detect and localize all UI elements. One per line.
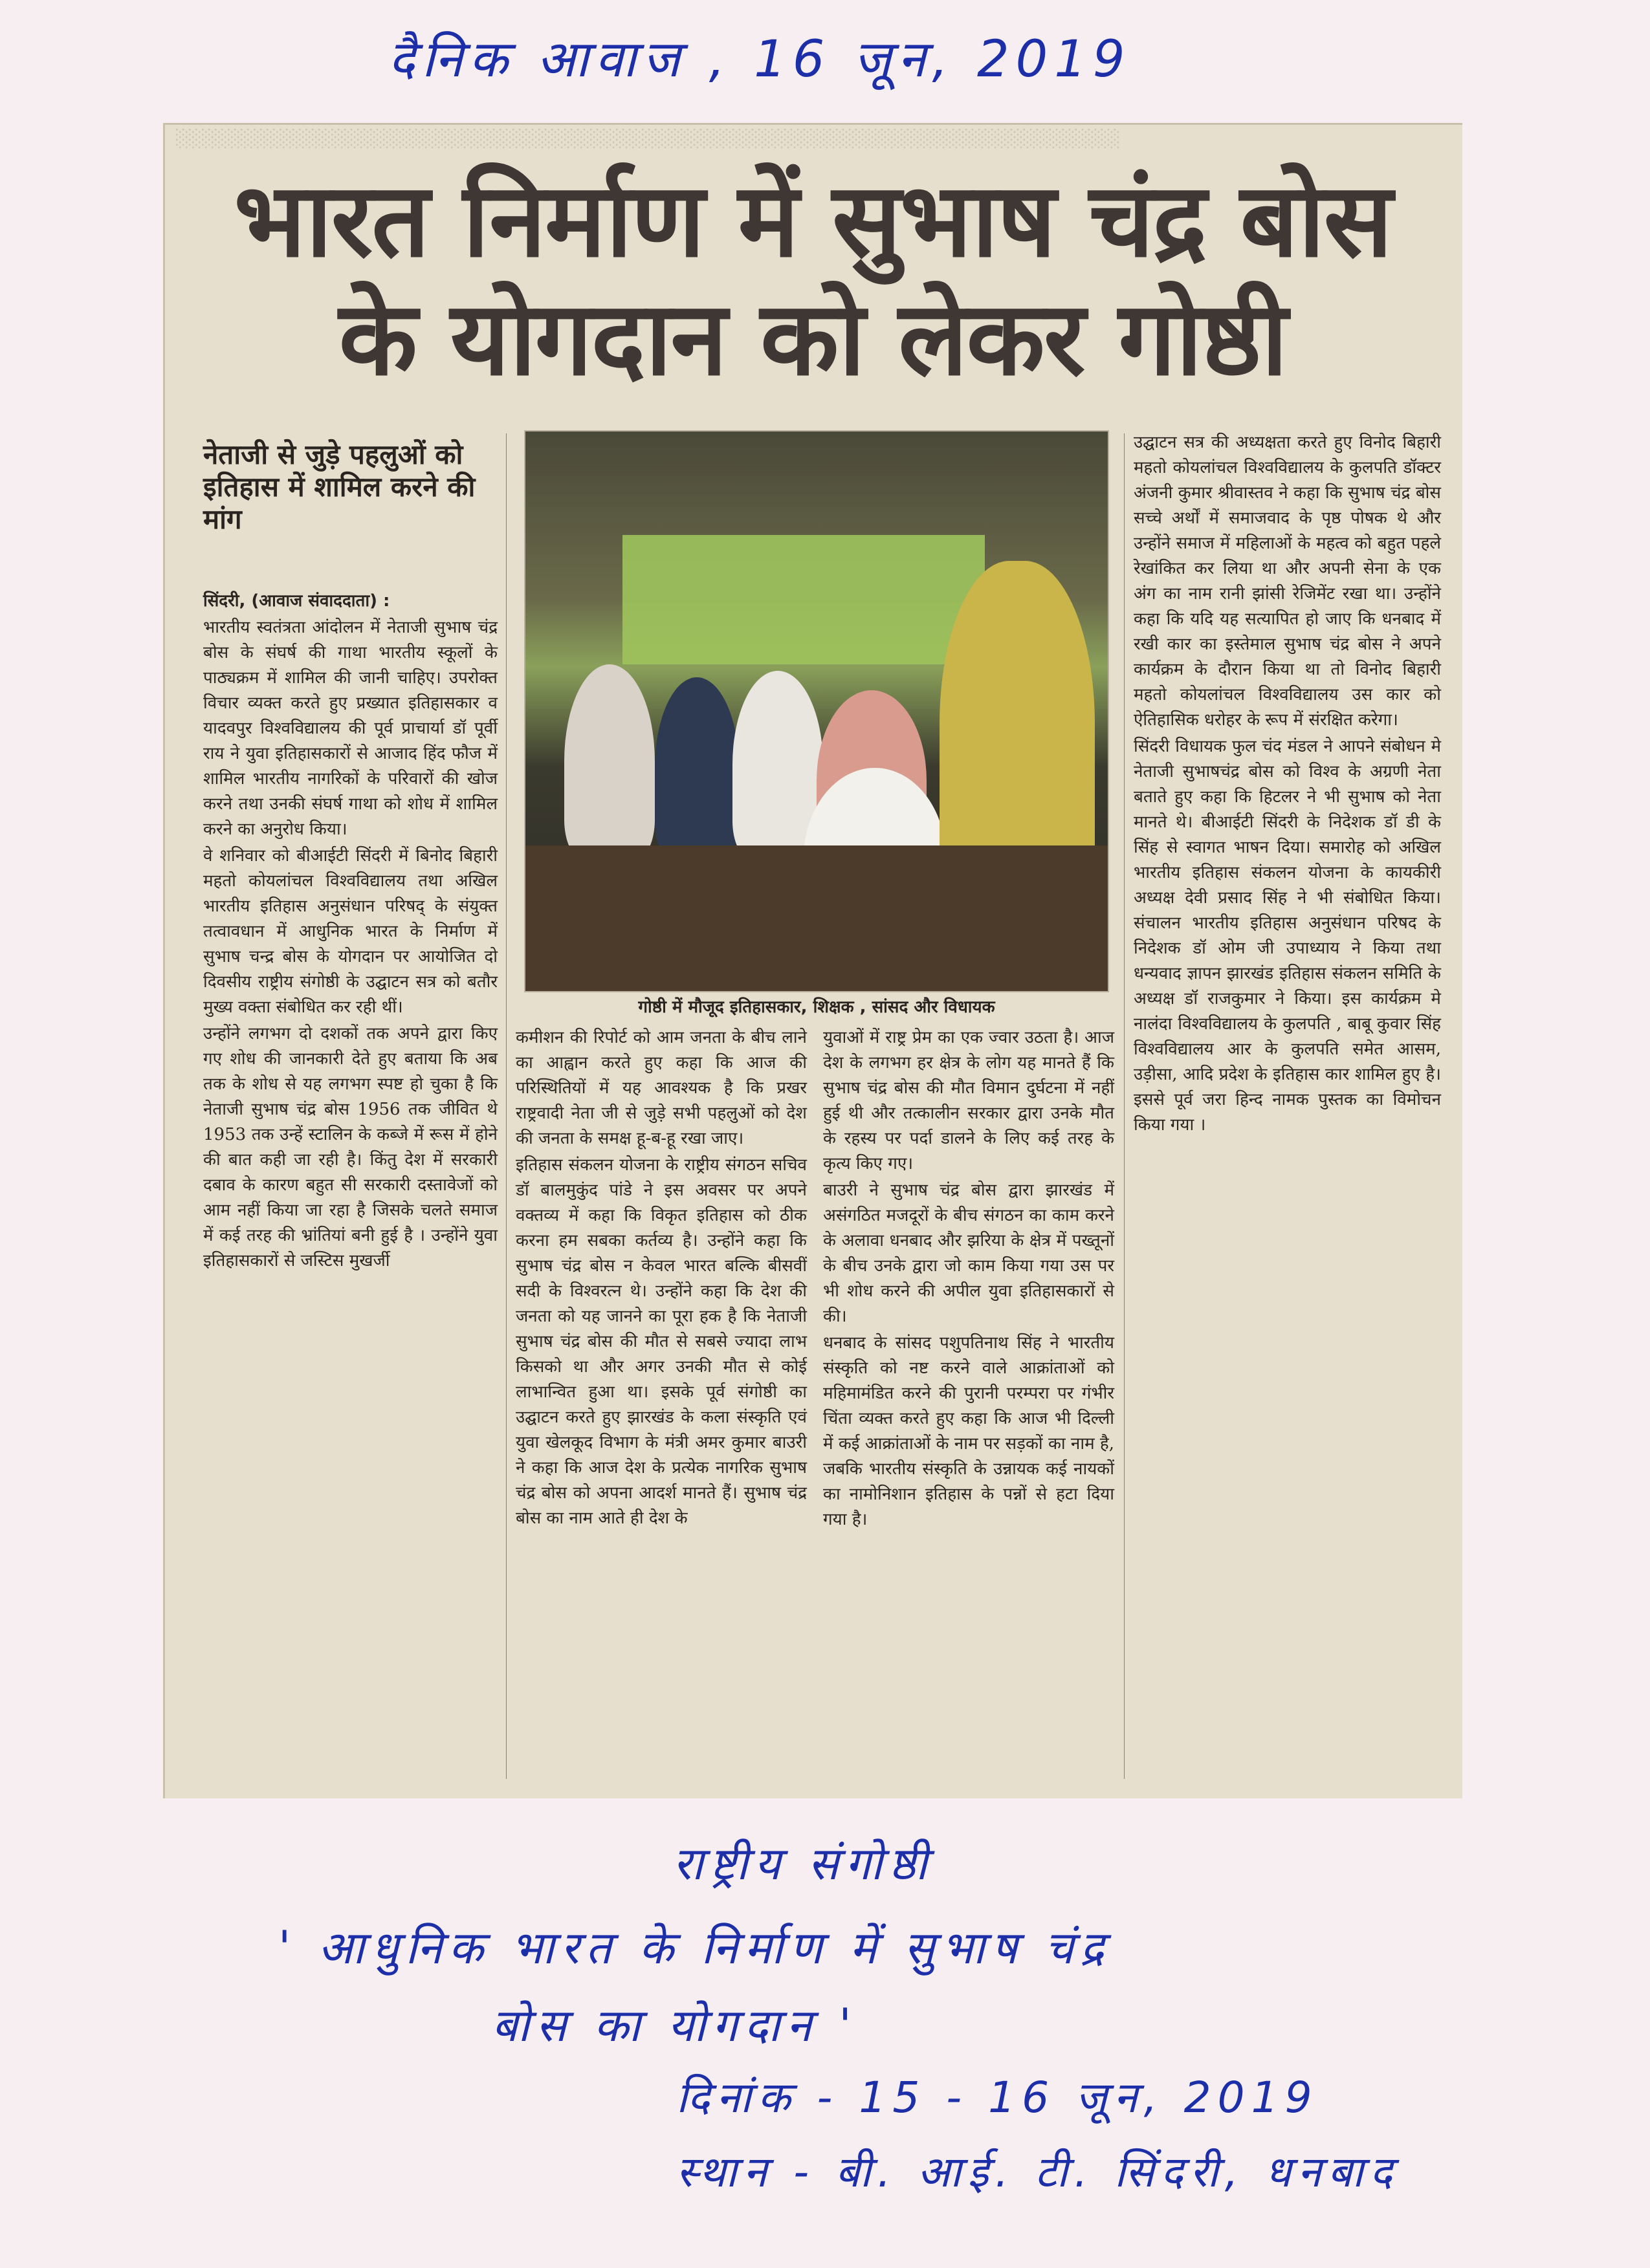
handwritten-topic-line-2: बोस का योगदान ' [492,1999,858,2052]
col4-paragraph-2: सिंदरी विधायक फुल चंद मंडल ने आपने संबोधन मे नेताजी सुभाषचंद्र बोस को विश्व के अग्रणी नेता बताते हुए कहा कि हिटलर ने भी सुभाष को नेता मानते थे। बीआईटी सिंदरी के निदेशक डॉ डी के सिंह से स्वागत भाषन दिया। समारोह को अखिल भारतीय इतिहास संकलन योजना के कायकीरी अध्यक्ष देवी प्रसाद सिंह ने भी संबोधित किया। संचालन भारतीय इतिहास अनुसंधान परिषद के निदेशक डॉ ओम जी उपाध्याय ने किया तथा धन्यवाद ज्ञापन झारखंड इतिहास संकलन समिति के अध्यक्ष डॉ राजकुमार ने किया। इस कार्यक्रम मे नालंदा विश्वविद्यालय के कुलपति , बाबू कुवार सिंह विश्वविद्यालय आर के कुलपति समेत आसम, उड़ीसा, आदि प्रदेश के इतिहास कार शामिल हुए है। इससे पूर्व जरा हिन्द नामक पुस्तक का विमोचन किया गया । [1134,737,1441,1135]
event-photo [524,430,1109,992]
col2-paragraph-2: इतिहास संकलन योजना के राष्ट्रीय संगठन सचिव डॉ बालमुकुंद पांडे ने इस अवसर पर अपने वक्तव्य में कहा कि विकृत इतिहास को ठीक करना हम सबका कर्तव्य है। उन्होंने कहा कि सुभाष चंद्र बोस न केवल भारत बल्कि बीसवीं सदी के विश्वरत्न थे। उन्होंने कहा कि देश की जनता को यह जानने का पूरा हक है कि नेताजी सुभाष चंद्र बोस की मौत से सबसे ज्यादा लाभ किसको था और अगर उनकी मौत से कोई लाभान्वित हुआ था। इसके पूर्व संगोष्ठी का उद्घाटन करते हुए झारखंड के कला संस्कृति एवं युवा खेलकूद विभाग के मंत्री अमर कुमार बाउरी ने कहा कि आज देश के प्रत्येक नागरिक सुभाष चंद्र बोस को अपना आदर्श मानते हैं। सुभाष चंद्र बोस का नाम आते ही देश के [516,1155,807,1528]
handwritten-source-date: दैनिक आवाज , 16 जून, 2019 [388,30,1132,89]
photo-projection-screen [622,535,985,664]
headline-line-1: भारत निर्माण में सुभाष चंद्र बोस [234,161,1392,280]
article-column-4 [1134,430,1441,1138]
col4-paragraph-1: उद्घाटन सत्र की अध्यक्षता करते हुए विनोद बिहारी महतो कोयलांचल विश्वविद्यालय के कुलपति डॉक्टर अंजनी कुमार श्रीवास्तव ने कहा कि सुभाष चंद्र बोस सच्चे अर्थों में समाजवाद के पृष्ठ पोषक थे और उन्होंने समाज में महिलाओं के महत्व को बहुत पहले रेखांकित कर लिया था और अपनी सेना के एक अंग का नाम रानी झांसी रेजिमेंट रखा था। उन्होंने कहा कि यदि यह सत्यापित हो जाए कि धनबाद में रखी कार का इस्तेमाल सुभाष चंद्र बोस ने अपने कार्यक्रम के दौरान किया था तो विनोद बिहारी महतो कोयलांचल विश्वविद्यालय उस कार को ऐतिहासिक धरोहर के रूप में संरक्षित करेगा। [1134,433,1441,730]
col2-paragraph-1: कमीशन की रिपोर्ट को आम जनता के बीच लाने का आह्वान करते हुए कहा कि आज की परिस्थितियों में यह आवश्यक है कि प्रखर राष्ट्रवादी नेता जी से जुड़े सभी पहलुओं को देश की जनता के समक्ष हू-ब-हू रखा जाए। [516,1028,807,1148]
handwritten-venue: स्थान - बी. आई. टी. सिंदरी, धनबाद [676,2147,1399,2197]
col3-paragraph-2: बाउरी ने सुभाष चंद्र बोस द्वारा झारखंड में असंगठित मजदूरों के बीच संगठन का काम करने के अलावा धनबाद और झरिया के क्षेत्र में पख्तूनों के बीच उनके द्वारा जो काम किया गया उस पर भी शोध करने की अपील युवा इतिहासकारों से की। [823,1181,1114,1326]
handwritten-topic-line-1: ' आधुनिक भारत के निर्माण में सुभाष चंद्र [278,1921,1111,1974]
photo-attendee [564,664,655,858]
column-divider [1124,433,1125,1779]
headline-line-2: के योगदान को लेकर गोष्ठी [338,279,1287,398]
handwritten-seminar-title: राष्ट्रीय संगोष्ठी [673,1837,934,1890]
photo-table [525,845,1108,991]
article-column-3 [823,1025,1114,1532]
dateline: सिंदरी, (आवाज संवाददाता) : [203,591,390,611]
col1-paragraph-2: वे शनिवार को बीआईटी सिंदरी में बिनोद बिहारी महतो कोयलांचल विश्वविद्यालय तथा अखिल भारतीय इतिहास अनुसंधान परिषद् के संयुक्त तत्वावधान में आधुनिक भारत के निर्माण में सुभाष चन्द्र बोस के योगदान पर आयोजित दो दिवसीय राष्ट्रीय संगोष्ठी के उद्घाटन सत्र को बतौर मुख्य वक्ता संबोधित कर रही थीं। [203,846,498,1017]
article-column-2 [516,1025,807,1531]
handwritten-date: दिनांक - 15 - 16 जून, 2019 [676,2073,1319,2122]
col1-paragraph-1: भारतीय स्वतंत्रता आंदोलन में नेताजी सुभाष चंद्र बोस के संघर्ष की गाथा भारतीय स्कूलों के पाठ्यक्रम में शामिल की जानी चाहिए। उपरोक्त विचार व्यक्त करते हुए प्रख्यात इतिहासकार व यादवपुर विश्वविद्यालय की पूर्व प्राचार्या डॉ पूर्वी राय ने युवा इतिहासकारों से आजाद हिंद फौज में शामिल भारतीय नागरिकों के परिवारों की खोज करने तथा उनकी संघर्ष गाथा को शोध में शामिल करने का अनुरोध किया। [203,618,498,839]
col1-paragraph-3: उन्होंने लगभग दो दशकों तक अपने द्वारा किए गए शोध की जानकारी देते हुए बताया कि अब तक के शोध से यह लगभग स्पष्ट हो चुका है कि नेताजी सुभाष चंद्र बोस 1956 तक जीवित थे 1953 तक उन्हें स्टालिन के कब्जे में रूस में होने की बात कही जा रही है। किंतु देश में सरकारी दबाव के कारण बहुत सी सरकारी दस्तावेजों को आम नहीं किया जा रहा है जिसके चलते समाज में कई तरह की भ्रांतियां बनी हुई है । उन्होंने युवा इतिहासकारों से जस्टिस मुखर्जी [203,1024,498,1270]
column-divider [506,433,507,1779]
photo-caption: गोष्ठी में मौजूद इतिहासकार, शिक्षक , सांसद और विधायक [638,998,995,1017]
col3-paragraph-3: धनबाद के सांसद पशुपतिनाथ सिंह ने भारतीय संस्कृति को नष्ट करने वाले आक्रांताओं को महिमामंडित करने की पुरानी परम्परा पर गंभीर चिंता व्यक्त करते हुए कहा कि आज भी दिल्ली में कई आक्रांताओं के नाम पर सड़कों का नाम है, जबकि भारतीय संस्कृति के उन्नायक कई नायकों का नामोनिशान इतिहास के पन्नों से हटा दिया गया है। [823,1333,1114,1529]
newspaper-clipping [163,123,1462,1798]
subheadline: नेताजी से जुड़े पहलुओं को इतिहास में शामिल करने की मांग [203,439,476,535]
article-column-1 [203,589,498,1274]
photo-attendee [655,677,739,858]
bleed-through-decoration: ░░░░░░░░░░░░░░░░░░░░░░░░░░░░░░░░░░░░░░░░░░░░░░░░░░░░░░░░░░░░░░░░░░░░░░░░░ [176,129,1121,149]
col3-paragraph-1: युवाओं में राष्ट्र प्रेम का एक ज्वार उठता है। आज देश के लगभग हर क्षेत्र के लोग यह मानते हैं कि सुभाष चंद्र बोस की मौत विमान दुर्घटना में नहीं हुई थी और तत्कालीन सरकार द्वारा उनके मौत के रहस्य पर पर्दा डालने के लिए कई तरह के कृत्य किए गए। [823,1028,1114,1173]
